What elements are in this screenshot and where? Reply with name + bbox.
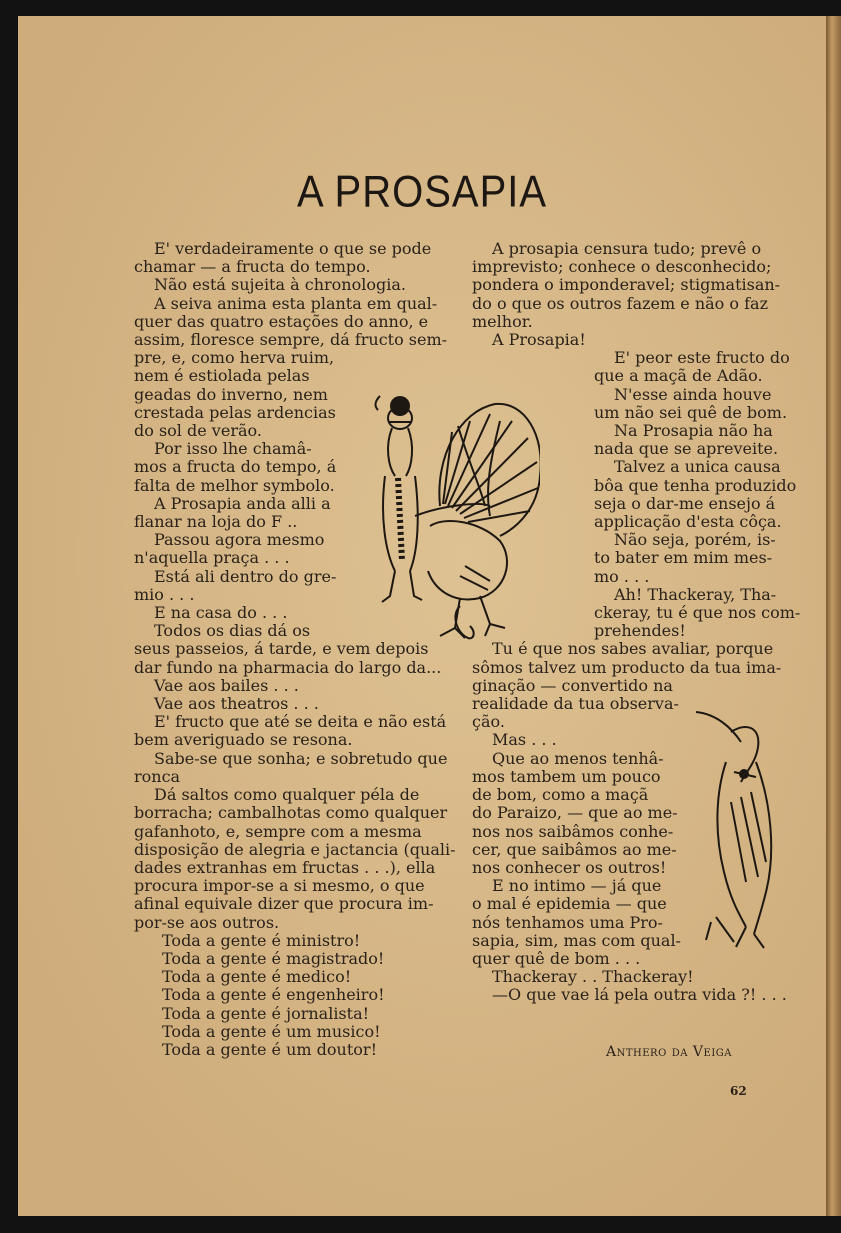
text-line: E' verdadeiramente o que se pode: [154, 239, 432, 258]
text-line: A seiva anima esta planta em qual-: [154, 293, 438, 313]
page-number: 62: [730, 1084, 747, 1098]
text-line: nos conhecer os outros!: [472, 857, 667, 877]
text-line: n'aquella praça . . .: [134, 548, 290, 568]
text-line: que a maçã de Adão.: [594, 366, 763, 386]
text-line: do o que os outros fazem e não o faz: [472, 293, 768, 313]
text-line: mos a fructa do tempo, á: [134, 457, 337, 477]
author-signature: Anthero da Veiga: [606, 1044, 732, 1060]
text-line: mio . . .: [134, 584, 195, 604]
text-line: Mas . . .: [492, 730, 557, 750]
text-line: ckeray, tu é que nos com-: [594, 603, 801, 623]
text-line: afinal equivale dizer que procura im-: [134, 894, 434, 914]
text-line: um não sei quê de bom.: [594, 402, 788, 422]
text-line: N'esse ainda houve: [614, 384, 772, 404]
text-line: A Prosapia!: [492, 330, 586, 350]
text-line: cer, que saibâmos ao me-: [472, 839, 677, 859]
text-line: dades extranhas em fructas . . .), ella: [134, 857, 436, 877]
text-line: quer das quatro estações do anno, e: [134, 311, 429, 331]
text-line: procura impor-se a si mesmo, o que: [134, 876, 425, 896]
text-line: Toda a gente é magistrado!: [162, 948, 385, 968]
text-line: E na casa do . . .: [154, 603, 288, 623]
text-line: A Prosapia anda alli a: [154, 493, 331, 513]
text-line: seus passeios, á tarde, e vem depois: [134, 639, 429, 659]
text-line: —O que vae lá pela outra vida ?! . . .: [492, 985, 787, 1005]
text-line: Por isso lhe chamâ-: [154, 439, 312, 459]
text-line: ção.: [472, 712, 505, 732]
text-line: disposição de alegria e jactancia (quali-: [134, 839, 456, 859]
text-line: melhor.: [472, 311, 533, 331]
text-line: seja o dar-me ensejo á: [594, 493, 776, 513]
text-line: geadas do inverno, nem: [134, 384, 328, 404]
text-line: Tu é que nos sabes avaliar, porque: [492, 639, 774, 659]
text-line: borracha; cambalhotas como qualquer: [134, 803, 448, 823]
text-line: chamar — a fructa do tempo.: [134, 257, 371, 277]
text-line: Toda a gente é engenheiro!: [162, 985, 385, 1005]
text-line: Na Prosapia não ha: [614, 421, 773, 441]
text-line: Toda a gente é um musico!: [162, 1021, 381, 1041]
book-spine-edge: [826, 16, 841, 1216]
text-line: Talvez a unica causa: [614, 457, 781, 477]
text-line: E' fructo que até se deita e não está: [154, 712, 447, 732]
text-line: Não está sujeita à chronologia.: [154, 275, 406, 295]
text-line: por-se aos outros.: [134, 912, 280, 932]
text-line: bem averiguado se resona.: [134, 730, 353, 750]
text-line: E no intimo — já que: [492, 876, 662, 896]
text-line: Não seja, porém, is-: [614, 530, 776, 550]
text-line: quer quê de bom . . .: [472, 948, 641, 968]
text-line: A prosapia censura tudo; prevê o: [492, 239, 762, 258]
text-line: crestada pelas ardencias: [134, 402, 336, 422]
text-line: Toda a gente é ministro!: [162, 930, 361, 950]
text-line: realidade da tua observa-: [472, 694, 679, 714]
text-line: Está ali dentro do gre-: [154, 566, 337, 586]
text-line: falta de melhor symbolo.: [134, 475, 335, 495]
text-line: ginação — convertido na: [472, 675, 673, 695]
text-line: de bom, como a maçã: [472, 785, 649, 805]
text-line: o mal é epidemia — que: [472, 894, 667, 914]
bird-figure-illustration: [686, 702, 796, 952]
text-line: assim, floresce sempre, dá fructo sem-: [134, 330, 448, 350]
text-line: mo . . .: [594, 566, 650, 586]
text-line: Toda a gente é medico!: [162, 967, 352, 987]
text-line: Todos os dias dá os: [154, 621, 311, 641]
text-line: E' peor este fructo do: [614, 348, 790, 368]
text-line: Toda a gente é jornalista!: [162, 1003, 370, 1023]
text-line: mos tambem um pouco: [472, 766, 661, 786]
turkey-with-man-illustration: [340, 366, 540, 656]
text-line: pre, e, como herva ruim,: [134, 348, 335, 368]
text-line: do sol de verão.: [134, 421, 262, 441]
text-line: ronca: [134, 766, 181, 786]
text-line: nos nos saibâmos conhe-: [472, 821, 674, 841]
article-title: A PROSAPIA: [296, 167, 548, 217]
text-line: gafanhoto, e, sempre com a mesma: [134, 821, 422, 841]
text-line: do Paraizo, — que ao me-: [472, 803, 678, 823]
text-line: nós tenhamos uma Pro-: [472, 912, 663, 932]
text-line: nem é estiolada pelas: [134, 366, 310, 386]
text-line: sapia, sim, mas com qual-: [472, 930, 681, 950]
text-line: to bater em mim mes-: [594, 548, 773, 568]
text-line: bôa que tenha produzido: [594, 475, 797, 495]
text-line: Toda a gente é um doutor!: [162, 1039, 377, 1059]
text-line: Passou agora mesmo: [154, 530, 325, 550]
page: [18, 16, 826, 1216]
text-line: Vae aos theatros . . .: [154, 694, 319, 714]
text-line: imprevisto; conhece o desconhecido;: [472, 257, 772, 277]
text-line: sômos talvez um producto da tua ima-: [472, 657, 782, 677]
text-line: Dá saltos como qualquer péla de: [154, 785, 420, 805]
text-line: Thackeray . . Thackeray!: [492, 967, 694, 987]
text-line: nada que se apreveite.: [594, 439, 779, 459]
text-line: dar fundo na pharmacia do largo da...: [134, 657, 442, 677]
text-line: prehendes!: [594, 621, 686, 641]
text-line: Vae aos bailes . . .: [154, 675, 299, 695]
text-line: flanar na loja do F ..: [134, 512, 298, 532]
text-line: Sabe-se que sonha; e sobretudo que: [154, 748, 448, 768]
text-line: pondera o imponderavel; stigmatisan-: [472, 275, 781, 295]
text-line: Ah! Thackeray, Tha-: [614, 584, 777, 604]
text-line: Que ao menos tenhâ-: [492, 748, 664, 768]
text-line: applicação d'esta côça.: [594, 512, 782, 532]
